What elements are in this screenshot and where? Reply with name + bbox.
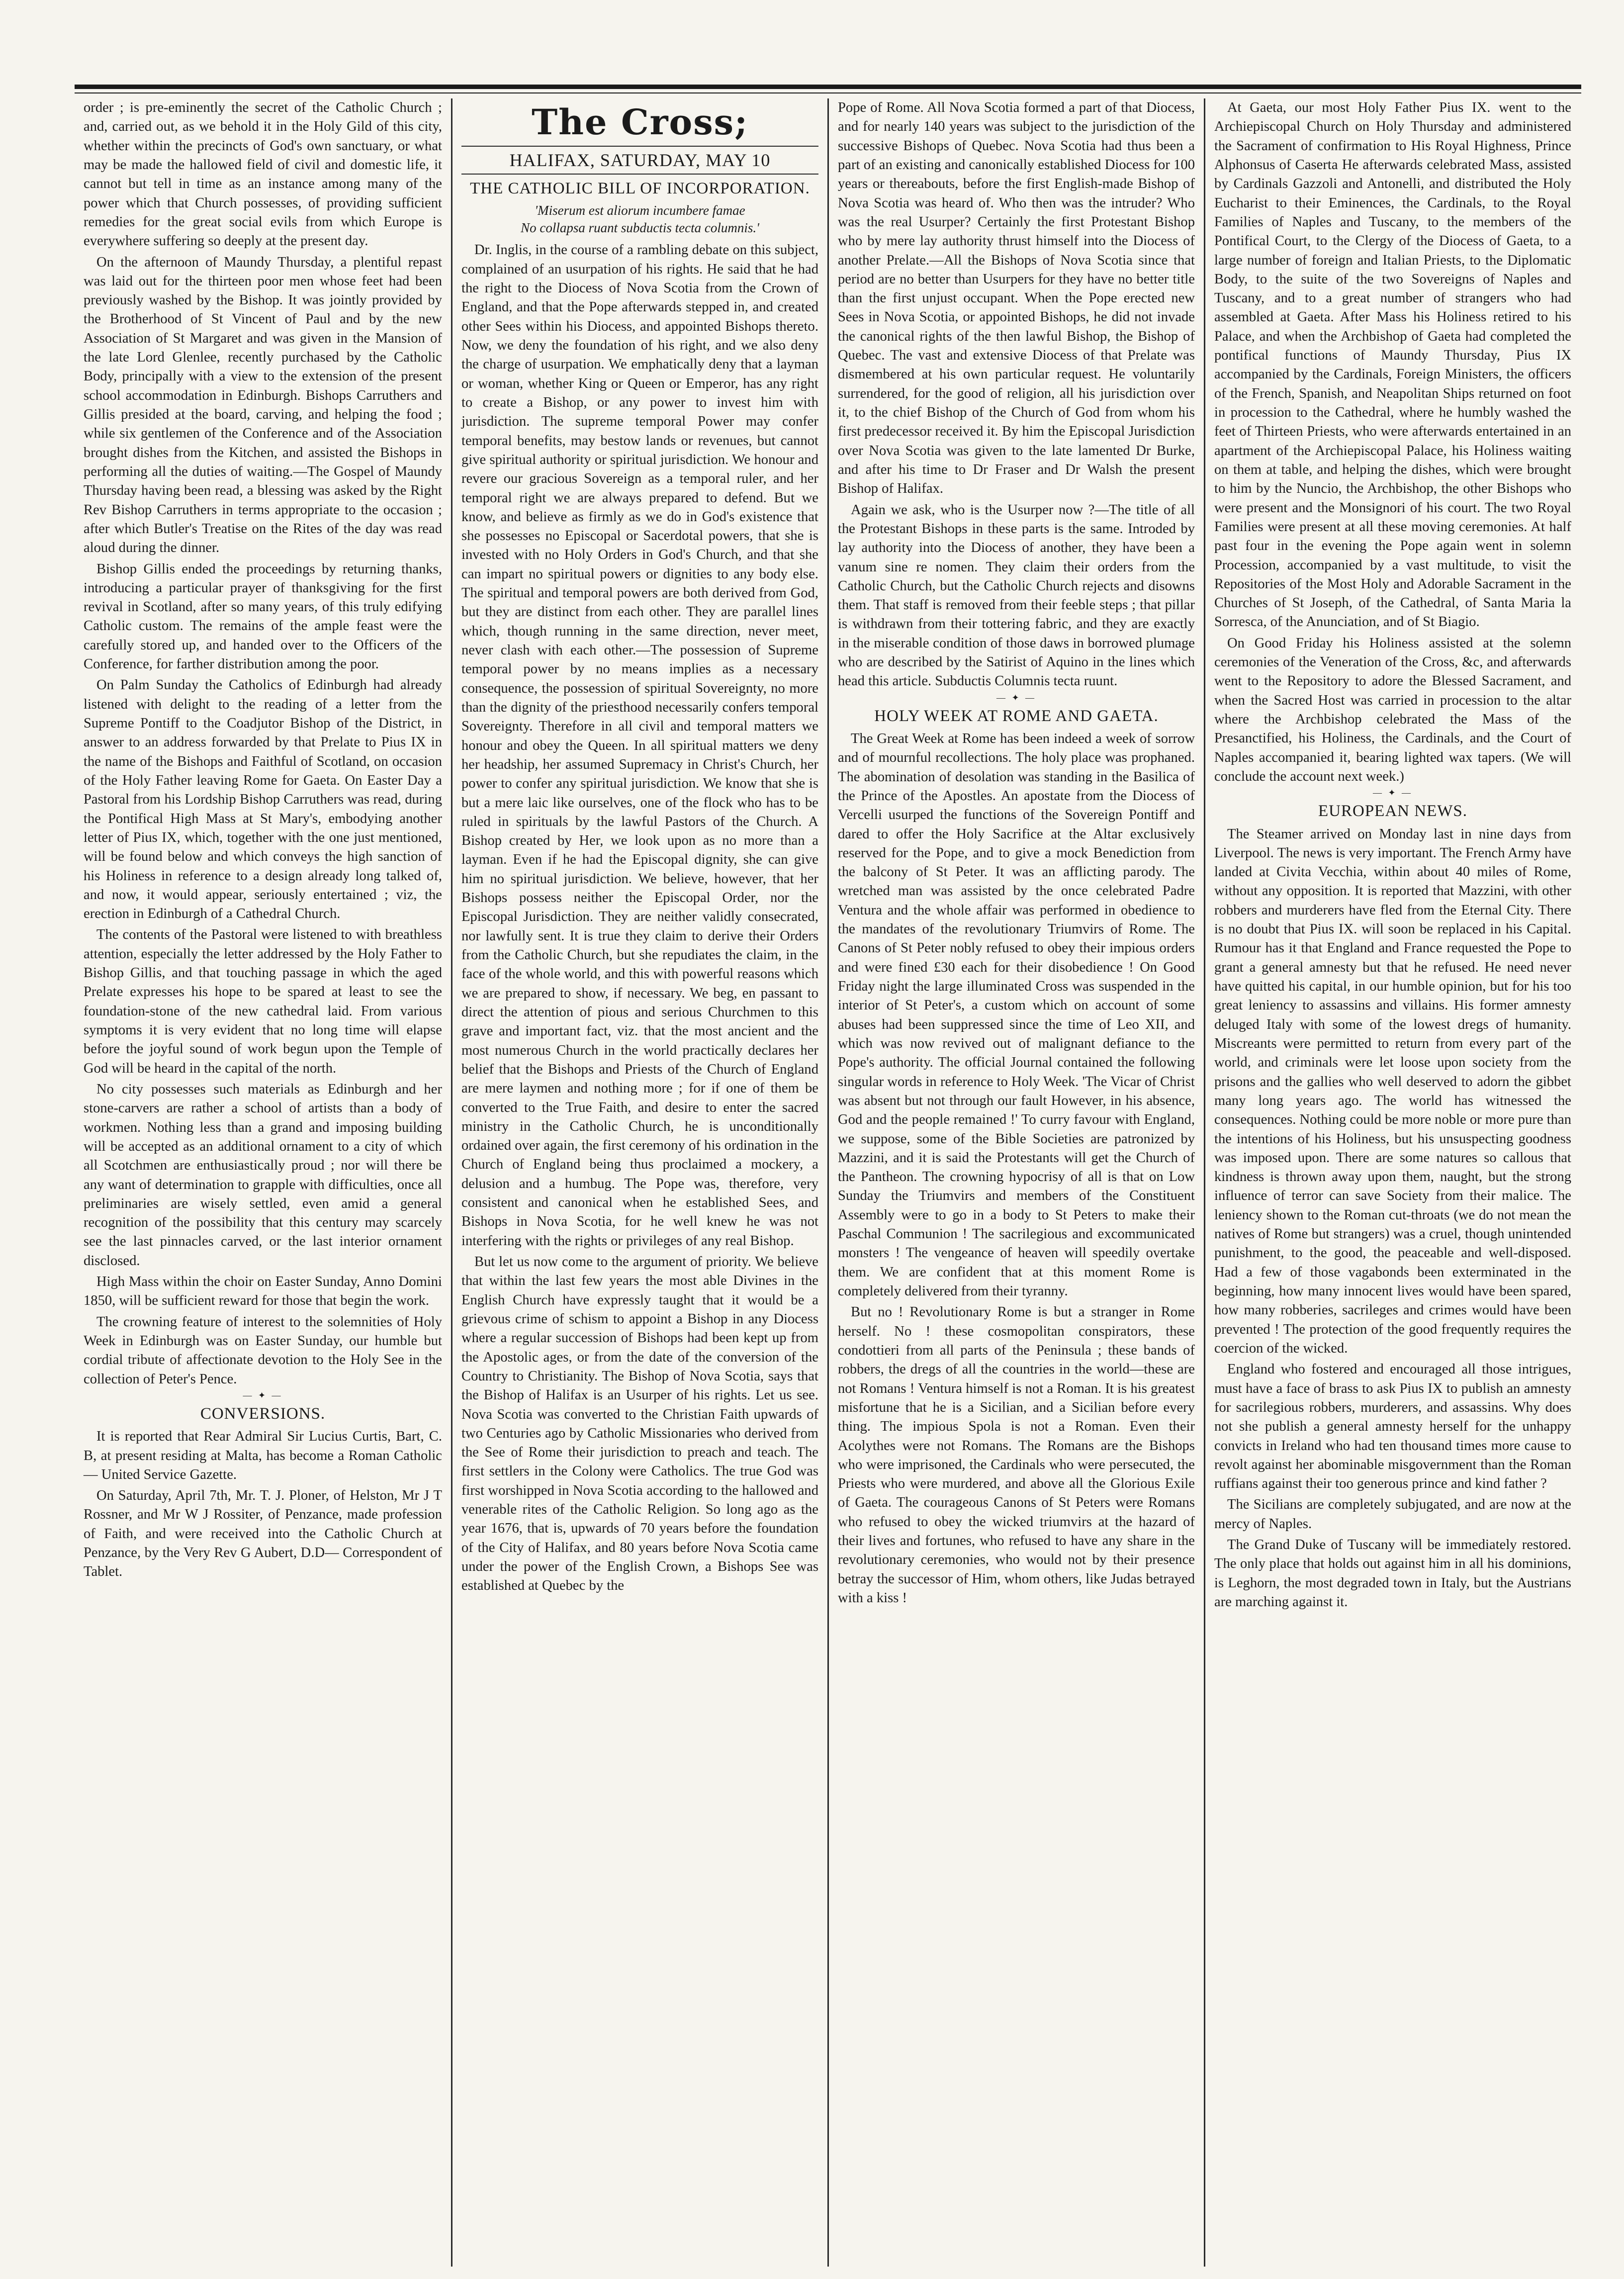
epigraph-line: No collapsa ruant subductis tecta columnis.' — [521, 220, 759, 236]
columns — [75, 98, 1581, 2267]
bill-heading: THE CATHOLIC BILL OF INCORPORATION. — [470, 180, 810, 197]
col1-paragraph: Bishop Gillis ended the proceedings by returning thanks, introducing a particular prayer of thanksgiving for the first revival in Scotland, after so many years, of this truly edifying Catholic custom. The remains of the ample feast were the carefully stored up, and handed over to the Officers of the Conference, for farther distribution among the poor. — [84, 561, 442, 672]
european-news-paragraph: England who fostered and encouraged all those intrigues, must have a face of brass to ask Pius IX to publish an amnesty for sacrilegious robbers, murderers, and assassins. Why does not she publish a general amnesty herself for the unhappy convicts in Ireland who had ten thousand times more cause to revolt against her abominable misgovernment than the Roman ruffians against their too generous prince and kind father ? — [1214, 1362, 1571, 1492]
european-news-paragraph: The Steamer arrived on Monday last in nine days from Liverpool. The news is very important. The French Army have landed at Civita Vecchia, within about 40 miles of Rome, without any opposition. It is reported that Mazzini, with other robbers and murderers have fled from the Eternal City. There is no doubt that Pius IX. will soon be replaced in his Capital. Rumour has it that England and France requested the Pope to grant a general amnesty but that he refused. He need never have quitted his capital, in our humble opinion, but for his too great leniency to assassins and villains. His former amnesty deluged Italy with some of the lowest dregs of humanity. Miscreants were permitted to return from every part of the world, and criminals were let loose upon society from the prisons and the gallies who well deserved to adorn the gibbet many long years ago. The world has witnessed the consequences. Nothing could be more noble or more pure than the intentions of his Holiness, but his unsuspecting goodness was imposed upon. There are some natures so callous that kindness is thrown away upon them, naught, but the strong influence of terror can save Society from their malice. The leniency shown to the Roman cut-throats (we do not mean the natives of Rome but strangers) was a cruel, though unintended punishment, to the good, the peaceable and well-disposed. Had a few of those vagabonds been exterminated in the beginning, how many innocent lives would have been spared, how many robberies, sacrileges and crimes would have been prevented ! The protection of the good frequently requires the coercion of the wicked. — [1214, 826, 1571, 1356]
dateline-rule — [461, 174, 818, 175]
column-3 — [827, 98, 1204, 2267]
col2-paragraph: Dr. Inglis, in the course of a rambling debate on this subject, complained of an usurpation of his rights. He said that he had the right to the Diocess of Nova Scotia from the Crown of England, and that the Pope afterwards stepped in, and created other Sees within his Diocess, and appointed Bishops thereto. Now, we deny the foundation of his right, and we also deny the charge of usurpation. We emphatically deny that a layman or woman, whether King or Queen or Emperor, has any right to create a Bishop, or any power to invest him with jurisdiction. The supreme temporal Power may confer temporal benefits, may bestow lands or revenues, but cannot give spiritual authority or spiritual jurisdiction. We honour and revere our gracious Sovereign as a temporal ruler, and her temporal right we are always prepared to defend. But we know, and believe as firmly as we do in God's existence that she possesses no Episcopal or Sacerdotal powers, that she is invested with no Holy Orders in God's Church, and that she can impart no spiritual powers or dignities to any body else. The spiritual and temporal powers are both derived from God, but they are distinct from each other. They are parallel lines which, though running in the same direction, never meet, never clash with each other.—The possession of Supreme temporal power by no means implies as a necessary consequence, the possession of spiritual Sovereignty, no more than the dignity of the priesthood necessarily confers temporal Sovereignty. Therefore in all civil and temporal matters we honour and obey the Queen. In all spiritual matters we deny her headship, her assumed Supremacy in Christ's Church, her power to confer any spiritual jurisdiction. We know that she is but a mere laic like ourselves, one of the flock who has to be ruled in spirituals by the lawful Pastors of the Church. A Bishop created by Her, we look upon as no more than a layman. Even if he had the Episcopal dignity, she can give him no spiritual jurisdiction. We believe, however, that her Bishops possess neither the Episcopal Order, nor the Episcopal Jurisdiction. They are neither validly consecrated, nor lawfully sent. It is true they claim to derive their Orders from the Catholic Church, but she repudiates the claim, in the face of the whole world, and this with powerful reasons which we are prepared to show, if necessary. We beg, en passant to direct the attention of pious and serious Churchmen to this grave and important fact, viz. that the most ancient and the most numerous Church in the world practically declares her belief that the Bishops and Priests of the Church of England are mere laymen and nothing more ; for if one of them be converted to the True Faith, and desire to enter the sacred ministry in the Catholic Church, he is unconditionally ordained over again, the first ceremony of his ordination in the Church of England being thus proclaimed a mockery, a delusion and a humbug. The Pope was, therefore, very consistent and canonical when he established Sees, and Bishops in Nova Scotia, for he well knew he was not interfering with the rights or privileges of any real Bishop. — [461, 242, 818, 1249]
col1-paragraph: On Palm Sunday the Catholics of Edinburgh had already listened with delight to the reading of a letter from the Supreme Pontiff to the Coadjutor Bishop of the District, in answer to an address forwarded by that Prelate to Pius IX in the name of the Bishops and Faithful of Scotland, on occasion of the Holy Father leaving Rome for Gaeta. On Easter Day a Pastoral from his Lordship Bishop Carruthers was read, during the Pontifical High Mass at St Mary's, embodying another letter of Pius IX, which, together with the one just mentioned, will be found below and which conveys the high sanction of his Holiness in reference to a design already long talked of, and now, it would appear, seriously entertained ; viz, the erection in Edinburgh of a Cathedral Church. — [84, 677, 442, 922]
masthead-title: The Cross; — [532, 101, 748, 143]
col2-paragraph: But let us now come to the argument of priority. We believe that within the last few years the most able Divines in the English Church have expressly taught that it would be a grievous crime of schism to appoint a Bishop in any Diocess where a regular succession of Bishops had been kept up from the Apostolic ages, or from the date of the conversion of the Country to Christianity. The Bishop of Nova Scotia, says that the Bishop of Halifax is an Usurper of his rights. Let us see. Nova Scotia was converted to the Christian Faith upwards of two Centuries ago by Catholic Missionaries who derived from the See of Rome their jurisdiction to preach and teach. The first settlers in the Colony were Catholics. The true God was first worshipped in Nova Scotia according to the hallowed and venerable rites of the Catholic Religion. So long ago as the year 1676, that is, upwards of 70 years before the foundation of the City of Halifax, and 80 years before Nova Scotia came under the power of the English Crown, a Bishops See was established at Quebec by the — [461, 1254, 818, 1594]
holy-week-paragraph: The Great Week at Rome has been indeed a week of sorrow and of mournful recollections. The holy place was prophaned. The abomination of desolation was standing in the Basilica of the Prince of the Apostles. An apostate from the Diocess of Vercelli usurped the functions of the Sovereign Pontiff and dared to offer the Holy Sacrifice at the Altar exclusively reserved for the Pope, and to give a mock Benediction from the balcony of St Peter. It was an afflicting parody. The wretched man was assisted by the once celebrated Padre Ventura and the whole affair was performed in obedience to the mandates of the revolutionary Triumvirs of Rome. The Canons of St Peter nobly refused to obey their impious orders and were fined £30 each for their disobedience ! On Good Friday night the large illuminated Cross was suspended in the interior of St Peter's, a custom which on account of some abuses had been suppressed since the time of Leo XII, and which was now revived out of malignant defiance to the Pope's authority. The official Journal contained the following singular words in reference to Holy Week. 'The Vicar of Christ was absent but not through our fault However, in his absence, God and the people remained !' To curry favour with England, we suppose, some of the Bible Societies are patronized by Mazzini, and it is said the Protestants will get the Church of the Pantheon. The crowning hypocrisy of all is that on Low Sunday the Triumvirs and members of the Constituent Assembly were to go in a body to St Peters to make their Paschal Communion ! The sacrilegious and excommunicated monsters ! The vengeance of heaven will speedily overtake them. We are confident that at this moment Rome is completely delivered from their tyranny. — [838, 730, 1195, 1299]
masthead-rule — [461, 146, 818, 147]
top-rule — [75, 85, 1581, 89]
col1-paragraph: The crowning feature of interest to the solemnities of Holy Week in Edinburgh was on Easter Sunday, our humble but cordial tribute of affectionate devotion to the Holy See in the collection of Peter's Pence. — [84, 1314, 442, 1387]
european-news-paragraph: The Sicilians are completely subjugated, and are now at the mercy of Naples. — [1214, 1497, 1571, 1532]
top-rule-thin — [75, 92, 1581, 93]
european-news-heading: EUROPEAN NEWS. — [1318, 802, 1467, 820]
epigraph-line: 'Miserum est aliorum incumbere famae — [535, 203, 745, 218]
section-divider: — ✦ — — [996, 692, 1037, 703]
col1-paragraph: No city possesses such materials as Edinburgh and her stone-carvers are rather a school of artists than a body of workmen. Nothing less than a grand and imposing building will be accepted as an additional ornament to a city of which all Scotchmen are enthusiastically proud ; nor will there be any want of determination to grapple with difficulties, once all preliminaries are wisely settled, even amid a general recognition of the possibility that this century may scarcely see the last pinnacles carved, or the last interior ornament disclosed. — [84, 1081, 442, 1269]
col4-paragraph: At Gaeta, our most Holy Father Pius IX. went to the Archiepiscopal Church on Holy Thursday and administered the Sacrament of confirmation to His Royal Highness, Prince Alphonsus of Caserta He afterwards celebrated Mass, assisted by Cardinals Gazzoli and Antonelli, and distributed the Holy Eucharist to their Eminences, the Cardinals, to the Royal Families of Naples and Tuscany, to the members of the Pontifical Court, to the Clergy of the Diocess of Gaeta, to a large number of foreign and Italian Priests, to the Diplomatic Body, to the suite of the two Sovereigns of Naples and Tuscany, and to a great number of strangers who had assembled at Gaeta. After Mass his Holiness retired to his Palace, and when the Archbishop of Gaeta had completed the pontifical functions of Maundy Thursday, Pius IX accompanied by the Cardinals, Foreign Ministers, the officers of the French, Spanish, and Neapolitan Ships returned on foot in procession to the Cathedral, where he humbly washed the feet of Thirteen Priests, who were afterwards entertained in an apartment of the Archiepiscopal Palace, his Holiness waiting on them at table, and helping the dishes, which were brought to him by the Nuncio, the Archbishop, the other Bishops who were present and the Monsignori of his court. The two Royal Families were present at all these moving ceremonies. At half past four in the evening the Pope again went in solemn Procession, accompanied by a vast multitude, to visit the Repositories of the Most Holy and Adorable Sacrament in the Churches of St Joseph, of the Cathedral, of Santa Maria la Sorresca, of the Anunciation, and of St Biagio. — [1214, 100, 1571, 630]
holy-week-paragraph: But no ! Revolutionary Rome is but a stranger in Rome herself. No ! these cosmopolitan conspirators, these condottieri from all parts of the Peninsula ; these bands of robbers, the dregs of all the countries in the world—these are not Romans ! Ventura himself is not a Roman. It is his greatest misfortune that he is a Sicilian, and a Sicilian before every thing. The impious Spola is not a Roman. Even their Acolythes were not Romans. The Romans are the Bishops who were imprisoned, the Cardinals who were persecuted, the Priests who were murdered, and above all the Glorious Exile of Gaeta. The courageous Canons of St Peters were Romans who refused to obey the wicked triumvirs at the hazard of their lives and fortunes, who refused to have any share in the revolutionary ceremonies, who would not by their presence betray the successor of Him, whom others, like Judas betrayed with a kiss ! — [838, 1304, 1195, 1606]
column-1 — [75, 98, 451, 2267]
col3-paragraph: Again we ask, who is the Usurper now ?—The title of all the Protestant Bishops in these parts is the same. Introded by lay authority into the Diocess of another, they have been a vanum sine re nomen. They claim their orders from the Catholic Church, but the Catholic Church rejects and disowns them. That staff is removed from their feeble steps ; that pillar is withdrawn from their tottering fabric, and they are exactly in the miserable condition of those daws in borrowed plumage who are described by the Satirist of Aquino in the lines which head this article. Subductis Columnis tecta ruunt. — [838, 502, 1195, 689]
col1-paragraph: High Mass within the choir on Easter Sunday, Anno Domini 1850, will be sufficient reward for those that begin the work. — [84, 1274, 442, 1309]
col1-paragraph: On the afternoon of Maundy Thursday, a plentiful repast was laid out for the thirteen poor men whose feet had been previously washed by the Bishop. It was jointly provided by the Brotherhood of St Vincent of Paul and by the new Association of St Margaret and was given in the Mansion of the late Lord Glenlee, recently purchased by the Catholic Body, principally with a view to the extension of the present school accommodation in Edinburgh. Bishops Carruthers and Gillis presided at the board, carving, and helping the food ; while six gentlemen of the Conference and of the Association brought dishes from the Kitchen, and assisted the Bishops in performing all the duties of waiting.—The Gospel of Maundy Thursday having been read, a blessing was asked by the Right Rev Bishop Carruthers in terms appropriate to the occasion ; after which Butler's Treatise on the Rites of the day was read aloud during the dinner. — [84, 254, 442, 556]
col3-paragraph: Pope of Rome. All Nova Scotia formed a part of that Diocess, and for nearly 140 years was subject to the jurisdiction of the successive Bishops of Quebec. Nova Scotia had thus been a part of an existing and canonically established Diocess for 100 years or thereabouts, before the first English-made Bishop of Nova Scotia was heard of. Who then was the intruder? Who was the real Usurper? Certainly the first Protestant Bishop who by mere lay authority thrust himself into the Diocess of another Prelate.—All the Bishops of Nova Scotia since that period are no better than Usurpers for they have no better title than the first unjust occupant. When the Pope erected new Sees in Nova Scotia, or appointed Bishops, he did not invade the canonical rights of the then lawful Bishop, the Bishop of Quebec. The vast and extensive Diocess of that Prelate was dismembered at his own particular request. He voluntarily surrendered, for the good of religion, all his jurisdiction over it, to the chief Bishop of the Church of God from whom his first predecessor received it. By him the Episcopal Jurisdiction over Nova Scotia was given to the late lamented Dr Burke, and after his time to Dr Fraser and Dr Walsh the present Bishop of Halifax. — [838, 100, 1195, 497]
european-news-paragraph: The Grand Duke of Tuscany will be immediately restored. The only place that holds out against him in all his dominions, is Leghorn, the most degraded town in Italy, but the Austrians are marching against it. — [1214, 1537, 1571, 1610]
epigraph — [461, 202, 818, 237]
conversions-paragraph: It is reported that Rear Admiral Sir Lucius Curtis, Bart, C. B, at present residing at Malta, has become a Roman Catholic — United Service Gazette. — [84, 1429, 442, 1482]
column-2 — [451, 98, 827, 2267]
dateline: HALIFAX, SATURDAY, MAY 10 — [509, 150, 771, 170]
col1-paragraph: order ; is pre-eminently the secret of the Catholic Church ; and, carried out, as we behold it in the Holy Gild of this city, whether within the precincts of God's own sanctuary, or what may be made the hallowed field of civil and domestic life, it cannot but tell in time as an instance among many of the power which that Church possesses, of providing sufficient remedies for the great social evils from which Europe is everywhere suffering so deeply at the present day. — [84, 100, 442, 249]
col1-paragraph: The contents of the Pastoral were listened to with breathless attention, especially the letter addressed by the Holy Father to Bishop Gillis, and that touching passage in which the aged Prelate expresses his hope to be spared at least to see the foundation-stone of the new cathedral laid. From various symptoms it is very evident that no long time will elapse before the joyful sound of work begun upon the Temple of God will be heard in the capital of the north. — [84, 927, 442, 1076]
conversions-paragraph: On Saturday, April 7th, Mr. T. J. Ploner, of Helston, Mr J T Rossner, and Mr W J Rossiter, of Penzance, made profession of Faith, and were received into the Catholic Church at Penzance, by the Very Rev G Aubert, D.D— Correspondent of Tablet. — [84, 1488, 442, 1580]
section-divider: — ✦ — — [1372, 788, 1413, 798]
col4-paragraph: On Good Friday his Holiness assisted at the solemn ceremonies of the Veneration of the Cross, &c, and afterwards went to the Repository to adore the Blessed Sacrament, and when the Sacred Host was carried in procession to the altar where the Archbishop celebrated the Mass of the Presanctified, his Holiness, the Cardinals, and the Court of Naples accompanied it, bearing lighted wax tapers. (We will conclude the account next week.) — [1214, 635, 1571, 784]
column-4 — [1204, 98, 1580, 2267]
conversions-heading: CONVERSIONS. — [200, 1404, 326, 1423]
holy-week-heading: HOLY WEEK AT ROME AND GAETA. — [874, 707, 1159, 725]
section-divider: — ✦ — — [243, 1390, 283, 1400]
